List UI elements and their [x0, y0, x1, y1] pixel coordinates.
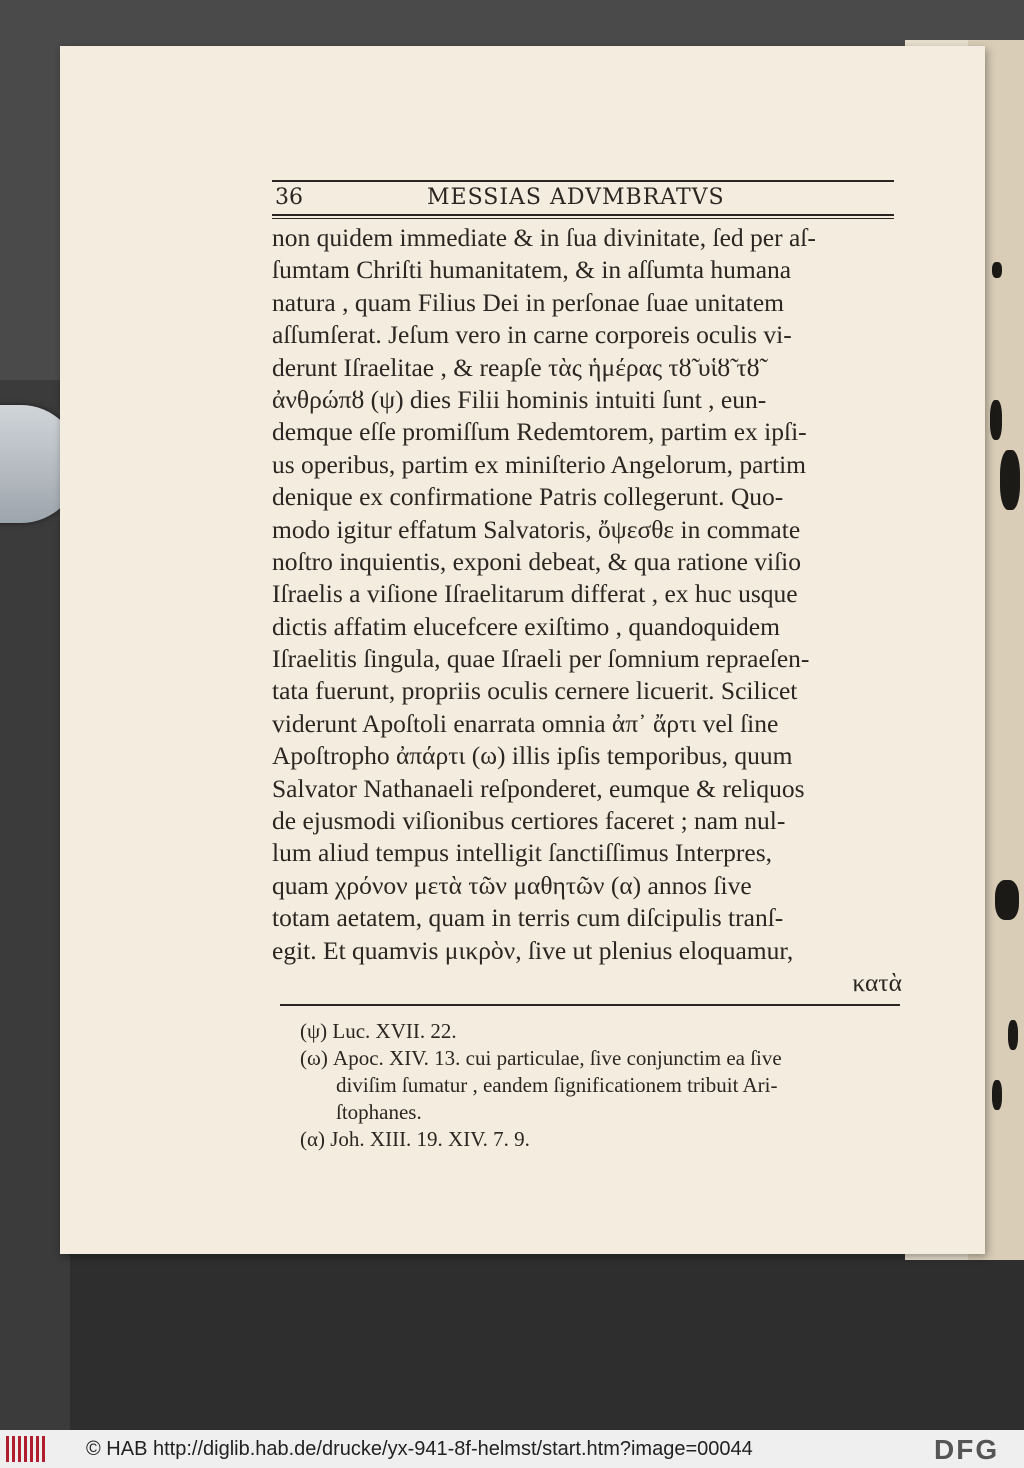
text-line: ſumtam Chriſti humanitatem, & in aſſumta humana: [272, 255, 792, 285]
footnote-continuation: ſtophanes.: [336, 1100, 422, 1124]
text-line: ἀνθρώπȣ (ψ) dies Filii hominis intuiti ſunt , eun-: [272, 384, 767, 414]
footer-bar: [0, 1430, 1024, 1468]
text-line: demque eſſe promiſſum Redemtorem, partim ex ipſi-: [272, 417, 807, 447]
text-line: aſſumſerat. Jeſum vero in carne corporeis oculis vi-: [272, 320, 792, 350]
footnote: (α) Joh. XIII. 19. XIV. 7. 9.: [300, 1127, 530, 1151]
text-line: dictis affatim elucefcere exiſtimo , quandoquidem: [272, 611, 780, 641]
ink-speck: [992, 1080, 1002, 1110]
footnote: (ψ) Luc. XVII. 22.: [300, 1019, 457, 1043]
text-line: tata fuerunt, propriis oculis cernere licuerit. Scilicet: [272, 676, 798, 706]
text-line: totam aetatem, quam in terris cum diſcipulis tranſ-: [272, 903, 784, 933]
running-title: MESSIAS ADVMBRATVS: [427, 185, 725, 210]
page-header: [275, 185, 895, 211]
hab-barcode-logo-icon[interactable]: [6, 1436, 48, 1462]
ink-speck: [995, 880, 1019, 920]
text-line: Salvator Nathanaeli reſponderet, eumque & reliquos: [272, 773, 805, 803]
text-line: Apoſtropho ἀπάρτι (ω) illis ipſis temporibus, quum: [272, 741, 793, 771]
main-text: [272, 222, 902, 999]
text-line: derunt Iſraelitae , & reapſe τὰς ἡμέρας τȣ̃ υἱȣ̃ τȣ̃: [272, 352, 760, 382]
page-number: 36: [275, 185, 303, 210]
text-line: natura , quam Filius Dei in perſonae ſuae unitatem: [272, 287, 784, 317]
footnotes: [300, 1018, 910, 1153]
text-line: de ejusmodi viſionibus certiores faceret ; nam nul-: [272, 806, 786, 836]
ink-speck: [1008, 1020, 1018, 1050]
dfg-logo[interactable]: DFG: [934, 1434, 1000, 1465]
ink-speck: [1000, 450, 1020, 510]
copyright-url[interactable]: © HAB http://diglib.hab.de/drucke/yx-941-8f-helmst/start.htm?image=00044: [86, 1438, 753, 1460]
footnote-rule: [280, 1004, 900, 1006]
ink-speck: [992, 262, 1002, 278]
header-bottom-rule: [272, 214, 894, 216]
ink-speck: [990, 400, 1002, 440]
text-line: Iſraelis a viſione Iſraelitarum differat , ex huc usque: [272, 579, 798, 609]
text-line: noſtro inquientis, exponi debeat, & qua ratione viſio: [272, 546, 802, 576]
text-line: viderunt Apoſtoli enarrata omnia ἀπ᾽ ἄρτι vel ſine: [272, 708, 779, 738]
catchword: κατὰ: [852, 967, 902, 997]
text-line: quam χρόνον μετὰ τῶν μαθητῶν (α) annos ſive: [272, 870, 752, 900]
header-bottom-rule-thin: [272, 218, 894, 219]
text-line: lum aliud tempus intelligit ſanctiſſimus Interpres,: [272, 838, 773, 868]
text-line: denique ex confirmatione Patris collegerunt. Quo-: [272, 482, 784, 512]
text-line: us operibus, partim ex miniſterio Angelorum, partim: [272, 449, 806, 479]
text-line: modo igitur effatum Salvatoris, ὄψεσθε in commate: [272, 514, 801, 544]
text-line: Iſraelitis ſingula, quae Iſraeli per ſomnium repraeſen-: [272, 644, 810, 674]
header-top-rule: [272, 180, 894, 182]
text-line: non quidem immediate & in ſua divinitate, ſed per aſ-: [272, 223, 816, 252]
footnote-continuation: diviſim ſumatur , eandem ſignificationem tribuit Ari-: [336, 1073, 778, 1097]
text-line: egit. Et quamvis μικρὸν, ſive ut plenius eloquamur,: [272, 935, 794, 965]
footnote: (ω) Apoc. XIV. 13. cui particulae, ſive conjunctim ea ſive: [300, 1046, 782, 1070]
